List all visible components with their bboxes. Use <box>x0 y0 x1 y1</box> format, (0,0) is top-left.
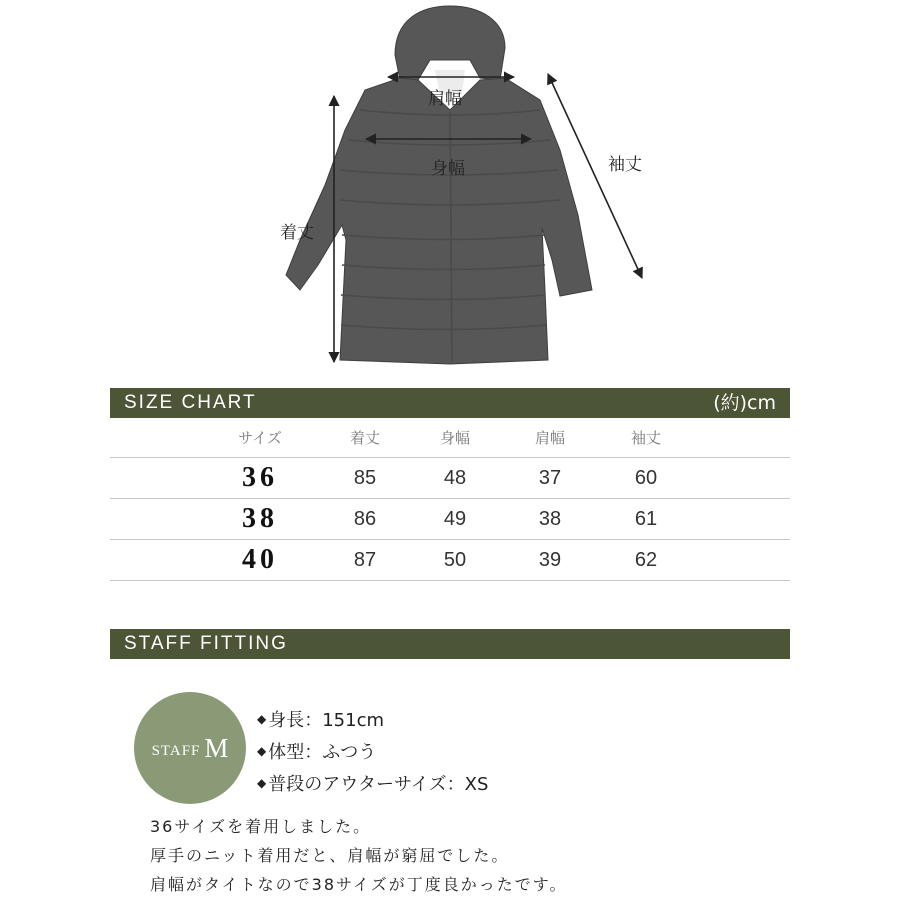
shoulder-cell: 37 <box>538 467 562 489</box>
staff-specs <box>257 704 488 800</box>
length-cell: 87 <box>353 549 377 571</box>
sleeve-label: 袖丈 <box>608 155 642 175</box>
size-cell: 40 <box>242 544 278 575</box>
length-cell: 85 <box>353 467 377 489</box>
chest-cell: 49 <box>443 508 467 530</box>
size-chart-title: SIZE CHART <box>124 392 257 413</box>
column-header-length: 着丈 <box>349 429 380 447</box>
chest-label: 身幅 <box>431 159 465 179</box>
size-cell: 36 <box>242 462 278 493</box>
staff-comments <box>150 812 567 899</box>
spec-usual-size <box>257 768 488 800</box>
badge-staff-text: STAFF <box>151 742 201 759</box>
table-header-row <box>110 420 790 458</box>
coat-shape <box>286 6 592 364</box>
chest-cell: 48 <box>443 467 467 489</box>
column-header-size: サイズ <box>238 429 282 447</box>
table-row <box>110 499 790 540</box>
length-label: 着丈 <box>280 223 314 243</box>
table-row <box>110 458 790 499</box>
staff-fitting-header <box>110 629 790 659</box>
spec-text: 体型：ふつう <box>268 742 377 763</box>
sleeve-cell: 62 <box>634 549 658 571</box>
shoulder-label: 肩幅 <box>428 89 462 109</box>
size-table <box>110 420 790 581</box>
spec-text: 身長：151cm <box>268 710 385 731</box>
diamond-bullet-icon: ◆ <box>257 712 267 726</box>
staff-size-badge <box>134 692 246 804</box>
chest-cell: 50 <box>443 549 467 571</box>
column-header-sleeve: 袖丈 <box>630 429 661 447</box>
spec-body-type <box>257 736 488 768</box>
diamond-bullet-icon: ◆ <box>257 744 267 758</box>
size-chart-unit: (約)cm <box>713 392 776 414</box>
spec-text: 普段のアウターサイズ：XS <box>268 774 489 795</box>
size-chart-header <box>110 388 790 418</box>
sleeve-cell: 60 <box>634 467 658 489</box>
comment-line: 肩幅がタイトなので38サイズが丁度良かったです。 <box>150 875 568 894</box>
badge-size-text: M <box>204 732 229 763</box>
table-row <box>110 540 790 581</box>
coat-illustration <box>0 0 900 380</box>
column-header-chest: 身幅 <box>439 429 470 447</box>
comment-line: 36サイズを着用しました。 <box>150 817 372 836</box>
spec-height <box>257 704 488 736</box>
shoulder-cell: 38 <box>538 508 562 530</box>
comment-line: 厚手のニット着用だと、肩幅が窮屈でした。 <box>150 846 510 865</box>
column-header-shoulder: 肩幅 <box>534 429 565 447</box>
size-cell: 38 <box>242 503 278 534</box>
diamond-bullet-icon: ◆ <box>257 776 267 790</box>
length-cell: 86 <box>353 508 377 530</box>
sleeve-cell: 61 <box>634 508 658 530</box>
shoulder-cell: 39 <box>538 549 562 571</box>
staff-fitting-title: STAFF FITTING <box>124 633 288 654</box>
